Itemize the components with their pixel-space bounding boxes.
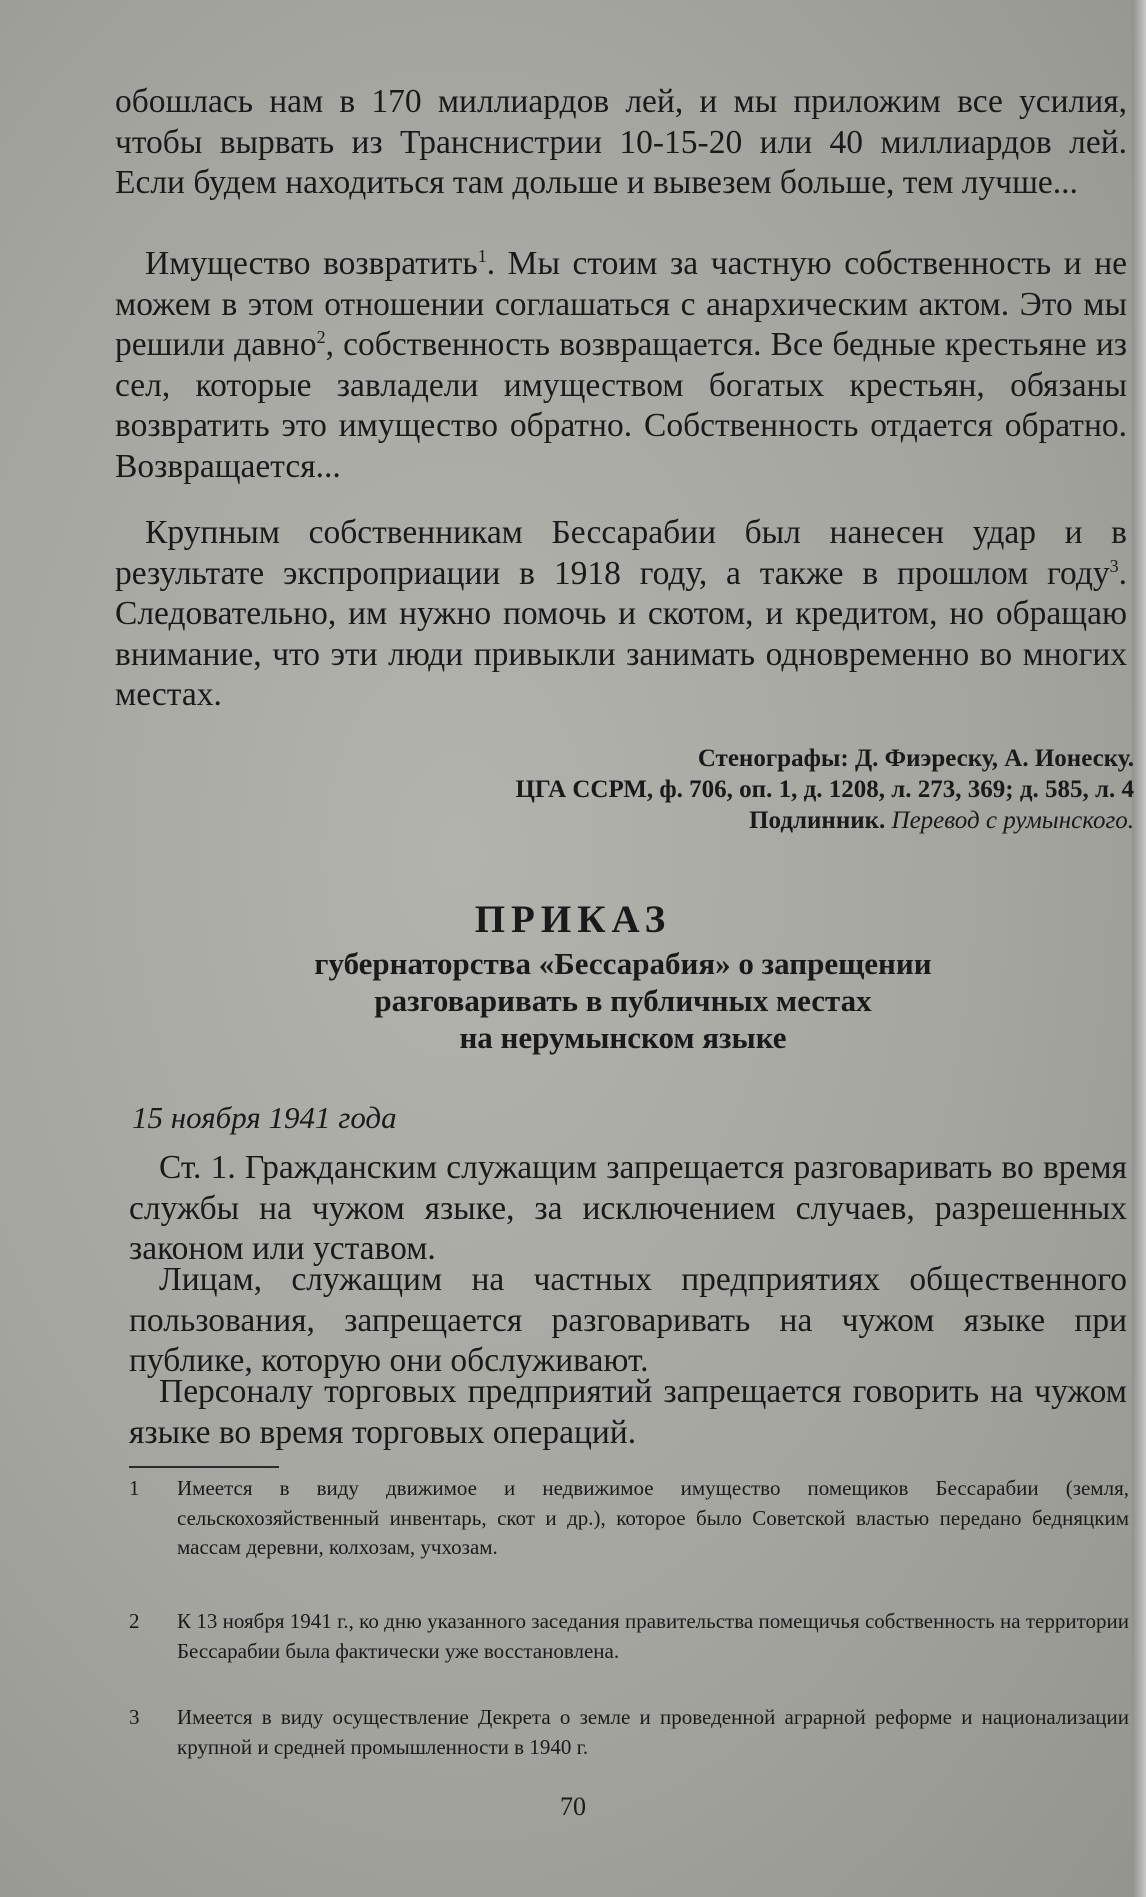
original-label: Подлинник. xyxy=(749,807,886,834)
document-subtitle-line-1: губернаторства «Бессарабия» о запрещении xyxy=(314,946,932,981)
footnote-3-number: 3 xyxy=(129,1705,140,1729)
footnote-3-text: Имеется в виду осуществление Декрета о земле и проведенной аграрной реформе и национализации крупной и средней промышленности в 1940 г. xyxy=(177,1705,1129,1759)
document-subtitle-line-2: разговаривать в публичных местах xyxy=(374,983,872,1018)
paragraph-property-return-part-a: Имущество возвратить xyxy=(145,245,478,282)
article-3-trade-personnel: Персоналу торговых предприятий запрещается говорить на чужом языке во время торговых операций. xyxy=(129,1373,1127,1451)
footnote-1-number: 1 xyxy=(129,1476,140,1500)
stenographers-line: Стенографы: Д. Фиэреску, А. Ионеску. xyxy=(697,745,1134,772)
footnote-divider xyxy=(129,1466,279,1468)
source-reference xyxy=(434,743,1134,836)
paragraph-property-return-part-b: . Мы стоим за частную собственность и не можем в этом отношении соглашаться с анархическим актом. Это мы решили давно xyxy=(115,245,1127,363)
article-1: Ст. 1. Гражданским служащим запрещается разговаривать во время службы на чужом языке, за исключением случаев, разрешенных законом или уставом. xyxy=(129,1149,1127,1267)
paragraph-large-owners-part-a: Крупным собственникам Бессарабии был нанесен удар и в результате экспроприации в 1918 году, а также в прошлом году xyxy=(115,514,1127,592)
footnote-2-number: 2 xyxy=(129,1609,140,1633)
page-edge-shadow xyxy=(1132,0,1146,1897)
footnote-ref-2: 2 xyxy=(316,326,326,347)
article-2-private-enterprises: Лицам, служащим на частных предприятиях общественного пользования, запрещается разговаривать на чужом языке при публике, которую они обслуживают. xyxy=(129,1261,1127,1379)
archive-reference-line: ЦГА ССРМ, ф. 706, оп. 1, д. 1208, л. 273, 369; д. 585, л. 4 xyxy=(515,776,1134,803)
paragraph-property-return-part-c: , собственность возвращается. Все бедные крестьяне из сел, которые завладели имуществом богатых крестьян, обязаны возвратить это имущество обратно. Собственность отдается обратно. Возвращается... xyxy=(115,326,1127,485)
footnote-ref-3: 3 xyxy=(1109,555,1119,576)
original-note-line xyxy=(434,805,1134,836)
page-number: 70 xyxy=(560,1792,586,1821)
footnote-2-text: К 13 ноября 1941 г., ко дню указанного заседания правительства помещичья собственность на территории Бессарабии была фактически уже восстановлена. xyxy=(177,1609,1129,1663)
footnote-ref-1: 1 xyxy=(477,245,487,266)
document-title: ПРИКАЗ xyxy=(474,898,672,941)
translation-note: Перевод с румынского. xyxy=(891,807,1134,834)
footnote-3 xyxy=(129,1703,1129,1762)
document-subtitle-line-3: на нерумынском языке xyxy=(459,1020,787,1055)
paragraph-speech-continuation: обошлась нам в 170 миллиардов лей, и мы приложим все усилия, чтобы вырвать из Транснистрии 10-15-20 или 40 миллиардов лей. Если будем находиться там дольше и вывезем больше, тем лучше... xyxy=(115,83,1127,201)
document-date: 15 ноября 1941 года xyxy=(132,1100,397,1135)
footnote-1-text: Имеется в виду движимое и недвижимое имущество помещиков Бессарабии (земля, сельскохозяйственный инвентарь, скот и др.), которое было Советской властью передано бедняцким массам деревни, колхозам, учхозам. xyxy=(177,1476,1129,1559)
footnote-1 xyxy=(129,1474,1129,1563)
footnote-2 xyxy=(129,1607,1129,1666)
paragraph-large-owners-part-b: . Следовательно, им нужно помочь и скотом, и кредитом, но обращаю внимание, что эти люди привыкли занимать одновременно во многих местах. xyxy=(115,554,1127,713)
paragraph-large-owners xyxy=(115,513,1127,716)
document-subtitle xyxy=(200,945,1046,1056)
paragraph-property-return xyxy=(115,244,1127,487)
